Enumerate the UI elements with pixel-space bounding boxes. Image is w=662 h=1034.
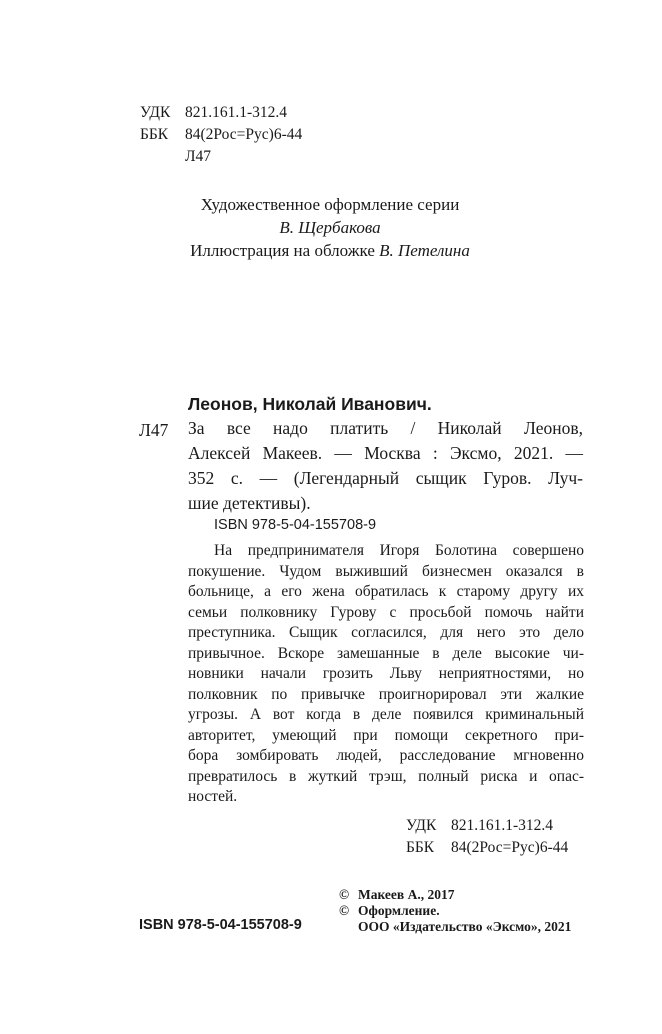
bbk-line-bottom bbox=[406, 837, 568, 859]
udk-value-bottom: 821.161.1-312.4 bbox=[451, 817, 554, 834]
isbn-inline: ISBN 978-5-04-155708-9 bbox=[214, 517, 377, 533]
udk-label: УДК bbox=[140, 104, 171, 121]
annotation-line: преступника. Сыщик согласился, для него это дело bbox=[188, 624, 584, 641]
annotation-line: угрозы. А вот когда в деле появился криминальный bbox=[188, 706, 584, 723]
cover-illustration-label: Иллюстрация на обложке bbox=[190, 241, 375, 260]
author-heading: Леонов, Николай Иванович. bbox=[188, 394, 432, 414]
annotation-line: авторитет, умеющий при помощи секретного при- bbox=[188, 726, 584, 744]
copyright-line bbox=[339, 903, 571, 919]
annotation-line: На предпринимателя Игоря Болотина совершено bbox=[214, 542, 584, 559]
bbk-label-bottom: ББК bbox=[406, 839, 435, 856]
udk-line bbox=[140, 102, 302, 124]
copyright-design: Оформление. bbox=[358, 903, 440, 918]
copyright-line bbox=[339, 887, 571, 903]
author-code-line bbox=[140, 146, 302, 168]
copyright-line bbox=[339, 919, 571, 935]
copyright-block bbox=[339, 887, 571, 935]
annotation-line: полковник по привычке проигнорировал эти жалкие bbox=[188, 685, 584, 703]
udk-label-bottom: УДК bbox=[406, 817, 437, 834]
series-designer: В. Щербакова bbox=[279, 218, 381, 237]
title-description bbox=[188, 416, 583, 516]
bbk-label: ББК bbox=[140, 126, 169, 143]
author-code: Л47 bbox=[185, 148, 212, 165]
title-line: шие детективы). bbox=[188, 493, 311, 513]
bbk-value: 84(2Рос=Рус)6-44 bbox=[185, 126, 303, 143]
classification-top bbox=[140, 102, 302, 168]
udk-value: 821.161.1-312.4 bbox=[185, 104, 288, 121]
title-line: 352 с. — (Легендарный сыщик Гуров. Луч- bbox=[188, 468, 583, 488]
copyright-symbol: © bbox=[339, 887, 350, 902]
author-code-margin: Л47 bbox=[139, 420, 169, 440]
classification-bottom bbox=[406, 815, 568, 859]
annotation-line: превратилось в жуткий трэш, полный риска и опас- bbox=[188, 767, 584, 785]
credits bbox=[140, 193, 520, 262]
annotation-line: больнице, а его жена обратилась к старому другу их bbox=[188, 583, 584, 600]
title-line: Алексей Макеев. — Москва : Эксмо, 2021. — bbox=[188, 443, 583, 463]
series-design-label: Художественное оформление серии bbox=[200, 195, 460, 214]
annotation-line: новники начали грозить Льву неприятностями, но bbox=[188, 665, 584, 682]
copyright-publisher: ООО «Издательство «Эксмо», 2021 bbox=[358, 919, 572, 934]
isbn-footer: ISBN 978-5-04-155708-9 bbox=[139, 917, 302, 933]
udk-line-bottom bbox=[406, 815, 568, 837]
annotation bbox=[188, 541, 584, 808]
bbk-value-bottom: 84(2Рос=Рус)6-44 bbox=[451, 839, 569, 856]
cover-illustrator: В. Петелина bbox=[379, 241, 470, 260]
annotation-line: покушение. Чудом выживший бизнесмен оказался в bbox=[188, 562, 584, 580]
copyright-symbol: © bbox=[339, 903, 350, 918]
annotation-line: привычное. Вскоре замешанные в деле высокие чи- bbox=[188, 644, 584, 662]
title-line: За все надо платить / Николай Леонов, bbox=[188, 418, 583, 438]
cover-illustration-line bbox=[140, 239, 520, 262]
copyright-author: Макеев А., 2017 bbox=[358, 887, 455, 902]
annotation-line: бора зомбировать людей, расследование мгновенно bbox=[188, 747, 584, 764]
annotation-line: ностей. bbox=[188, 788, 238, 805]
bbk-line bbox=[140, 124, 302, 146]
annotation-line: семьи полковнику Гурову с просьбой помочь найти bbox=[188, 603, 584, 621]
